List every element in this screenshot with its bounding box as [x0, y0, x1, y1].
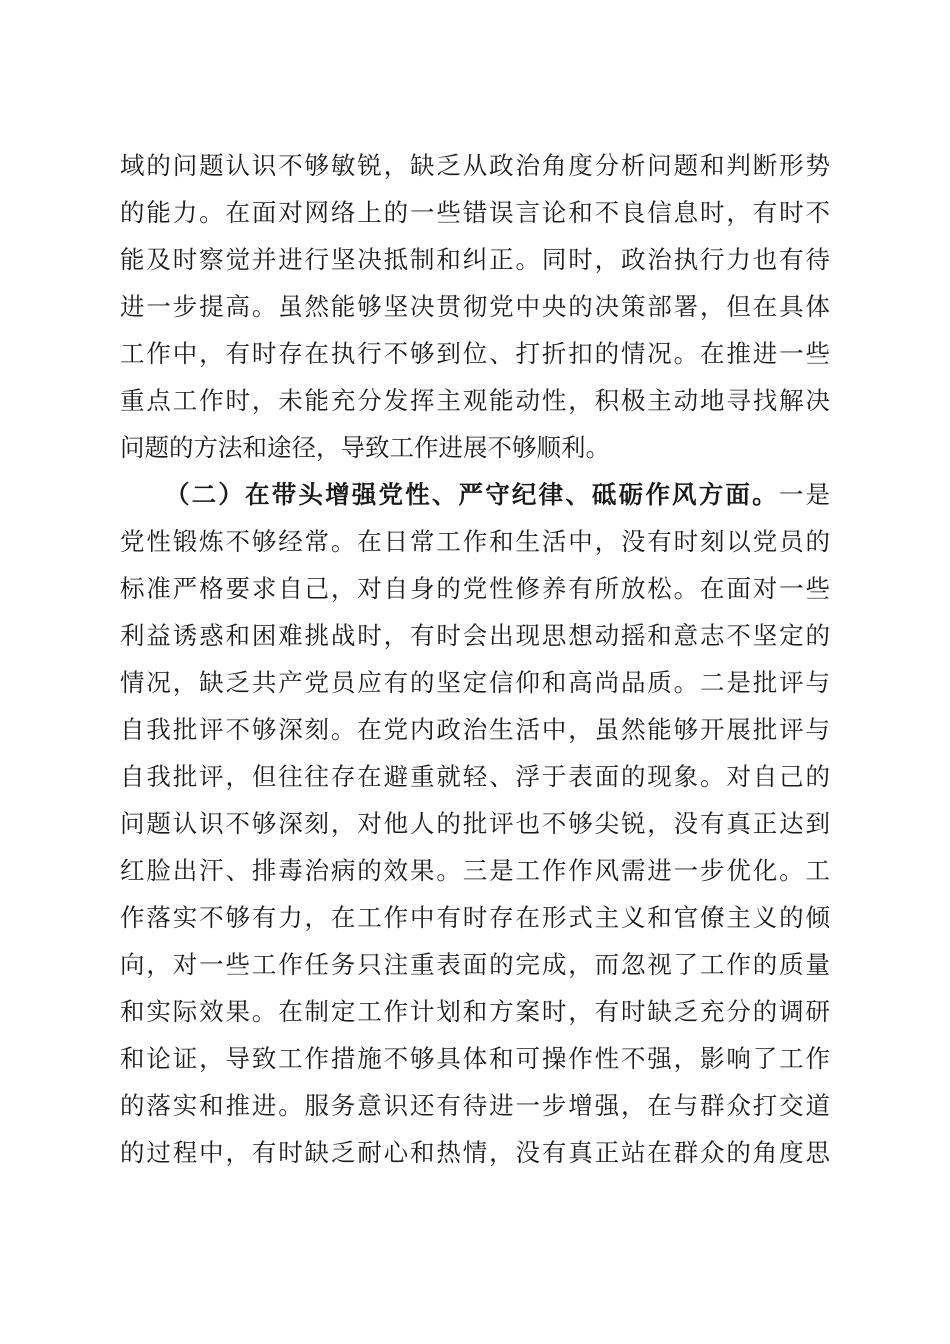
text-line: 的过程中，有时缺乏耐心和热情，没有真正站在群众的角度思: [120, 1138, 830, 1167]
text-line: 重点工作时，未能充分发挥主观能动性，积极主动地寻找解决: [120, 386, 830, 415]
text-line: 工作中，有时存在执行不够到位、打折扣的情况。在推进一些: [120, 339, 830, 368]
text-line: 的落实和推进。服务意识还有待进一步增强，在与群众打交道: [120, 1091, 830, 1120]
text-line: 和实际效果。在制定工作计划和方案时，有时缺乏充分的调研: [120, 997, 830, 1026]
text-line: 进一步提高。虽然能够坚决贯彻党中央的决策部署，但在具体: [120, 292, 830, 321]
text-line: 作落实不够有力，在工作中有时存在形式主义和官僚主义的倾: [120, 903, 830, 932]
paragraph-political-awareness: [120, 142, 830, 471]
text-line: 自我批评不够深刻。在党内政治生活中，虽然能够开展批评与: [120, 715, 830, 744]
text-line: 能及时察觉并进行坚决抵制和纠正。同时，政治执行力也有待: [120, 245, 830, 274]
text-line: 向，对一些工作任务只注重表面的完成，而忽视了工作的质量: [120, 950, 830, 979]
text-line: 域的问题认识不够敏锐，缺乏从政治角度分析问题和判断形势: [120, 151, 830, 180]
heading-tail-text: 一是: [778, 480, 830, 509]
text-line: 问题认识不够深刻，对他人的批评也不够尖锐，没有真正达到: [120, 809, 830, 838]
paragraph-party-spirit: [120, 471, 830, 1176]
text-line: 标准严格要求自己，对自身的党性修养有所放松。在面对一些: [120, 574, 830, 603]
text-line: 的能力。在面对网络上的一些错误言论和不良信息时，有时不: [120, 198, 830, 227]
text-line: 红脸出汗、排毒治病的效果。三是工作作风需进一步优化。工: [120, 856, 830, 885]
section-heading-line: [120, 471, 830, 518]
text-line: 问题的方法和途径，导致工作进展不够顺利。: [120, 433, 610, 462]
document-body: [120, 142, 830, 1176]
text-line: 和论证，导致工作措施不够具体和可操作性不强，影响了工作: [120, 1044, 830, 1073]
text-line: 自我批评，但往往存在避重就轻、浮于表面的现象。对自己的: [120, 762, 830, 791]
text-line: 情况，缺乏共产党员应有的坚定信仰和高尚品质。二是批评与: [120, 668, 830, 697]
text-line: 利益诱惑和困难挑战时，有时会出现思想动摇和意志不坚定的: [120, 621, 830, 650]
section-heading: （二）在带头增强党性、严守纪律、砥砺作风方面。: [165, 480, 779, 509]
text-line: 党性锻炼不够经常。在日常工作和生活中，没有时刻以党员的: [120, 527, 830, 556]
